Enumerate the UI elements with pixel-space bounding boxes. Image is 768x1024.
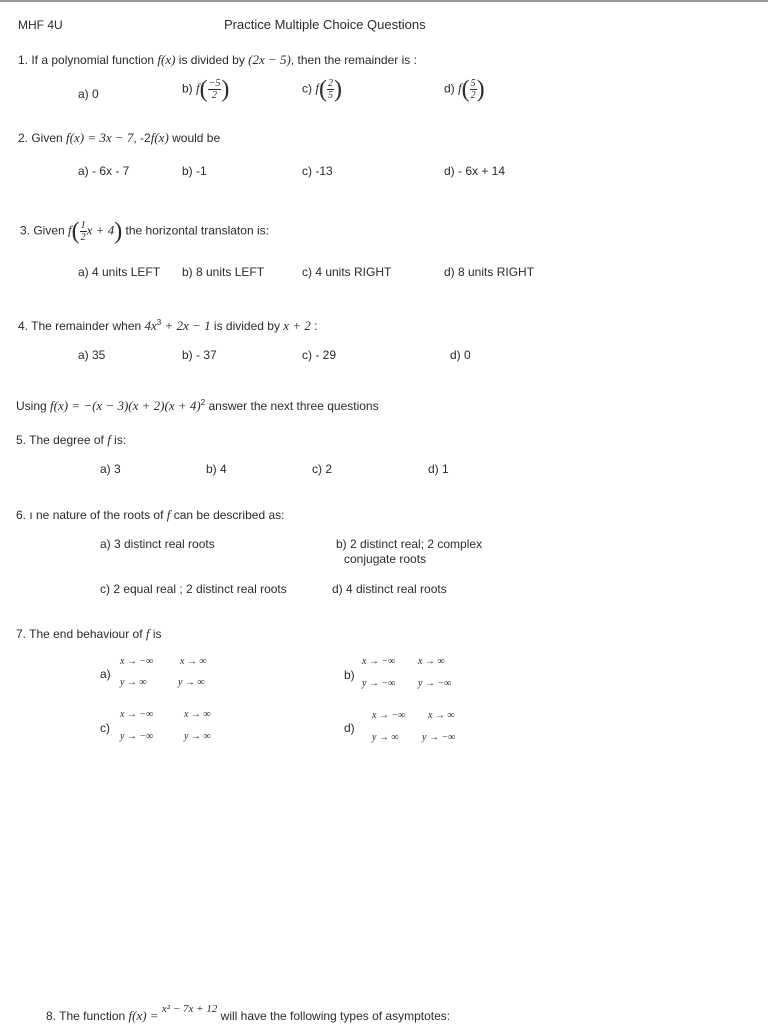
q5-option-b: b) 4 bbox=[206, 462, 227, 476]
question-5-stem: 5. The degree of f is: bbox=[16, 432, 127, 447]
q3-option-d: d) 8 units RIGHT bbox=[444, 265, 535, 279]
q7b-x-left: x → −∞ bbox=[362, 656, 396, 667]
q6-option-b: b) 2 distinct real; 2 complex conjugate roots bbox=[336, 537, 483, 566]
question-4-stem: 4. The remainder when $4x^3 + 2x - 1$ is divided by x + 2 : bbox=[18, 318, 318, 333]
fraction: $\frac{5}{2}$ bbox=[470, 78, 476, 101]
q7d-x-left: x → −∞ bbox=[372, 710, 406, 721]
q1-option-c: c) f( $\frac{2}{5}$ ) bbox=[302, 76, 342, 103]
q1-option-b: b) f( $\frac{-5}{2}$ ) bbox=[182, 76, 230, 103]
q2-option-a: a) - 6x - 7 bbox=[78, 164, 130, 178]
q7b-y-right: y → −∞ bbox=[418, 678, 452, 689]
q5-option-d: d) 1 bbox=[428, 462, 449, 476]
q7d-y-right: y → −∞ bbox=[422, 732, 456, 743]
q7b-y-left: y → −∞ bbox=[362, 678, 396, 689]
q7-option-c-label: c) bbox=[100, 721, 110, 735]
q6-option-a: a) 3 distinct real roots bbox=[100, 537, 215, 551]
q7d-x-right: x → ∞ bbox=[428, 710, 455, 721]
q3-option-b: b) 8 units LEFT bbox=[182, 265, 265, 279]
q5-option-a: a) 3 bbox=[100, 462, 121, 476]
q4-option-a: a) 35 bbox=[78, 348, 106, 362]
fraction: $\frac{1}{2}$ bbox=[80, 220, 86, 243]
q7a-x-left: x → −∞ bbox=[120, 656, 154, 667]
q4-option-b: b) - 37 bbox=[182, 348, 217, 362]
page-top-border bbox=[0, 0, 768, 2]
shared-function-instruction: Using $f(x) = -(x - 3)(x + 2)(x + 4)^2$ answer the next three questions bbox=[16, 398, 379, 413]
q7-option-b-label: b) bbox=[344, 668, 355, 682]
fraction: $\frac{-5}{2}$ bbox=[208, 78, 221, 101]
q1-option-d: d) f( $\frac{5}{2}$ ) bbox=[444, 76, 485, 103]
question-7-stem: 7. The end behaviour of f is bbox=[16, 626, 162, 641]
q4-option-c: c) - 29 bbox=[302, 348, 337, 362]
q2-option-d: d) - 6x + 14 bbox=[444, 164, 506, 178]
q3-option-c: c) 4 units RIGHT bbox=[302, 265, 392, 279]
q4-option-d: d) 0 bbox=[450, 348, 471, 362]
q6-option-c: c) 2 equal real ; 2 distinct real roots bbox=[100, 582, 287, 596]
course-code: MHF 4U bbox=[18, 18, 63, 32]
q7a-x-right: x → ∞ bbox=[180, 656, 207, 667]
question-2-stem: 2. Given f(x) = 3x − 7, -2f(x) would be bbox=[18, 130, 221, 145]
math-divisor: (2x − 5) bbox=[248, 52, 291, 67]
q7-option-a-label: a) bbox=[100, 667, 111, 681]
q7c-y-right: y → ∞ bbox=[184, 731, 211, 742]
q7c-x-left: x → −∞ bbox=[120, 709, 154, 720]
q6-option-d: d) 4 distinct real roots bbox=[332, 582, 447, 596]
q7d-y-left: y → ∞ bbox=[372, 732, 399, 743]
q7b-x-right: x → ∞ bbox=[418, 656, 445, 667]
q7c-x-right: x → ∞ bbox=[184, 709, 211, 720]
question-6-stem: 6. ı ne nature of the roots of f can be described as: bbox=[16, 507, 285, 522]
q5-option-c: c) 2 bbox=[312, 462, 333, 476]
q1-option-a: a) 0 bbox=[78, 87, 99, 101]
page-title: Practice Multiple Choice Questions bbox=[224, 17, 426, 32]
question-3-stem: 3. Given f( $\frac{1}{2}$ x + 4) the horizontal translaton is: bbox=[20, 218, 269, 245]
q7a-y-left: y → ∞ bbox=[120, 677, 147, 688]
q2-option-c: c) -13 bbox=[302, 164, 333, 178]
question-8-stem-partial: 8. The function f(x) = x² − 7x + 12 will have the following types of asymptotes: bbox=[46, 1003, 451, 1023]
math-fx: f(x) bbox=[157, 52, 176, 67]
q2-option-b: b) -1 bbox=[182, 164, 207, 178]
question-1-stem: 1. If a polynomial function f(x) is divided by (2x − 5), then the remainder is : bbox=[18, 52, 417, 67]
q7-option-d-label: d) bbox=[344, 721, 355, 735]
q7c-y-left: y → −∞ bbox=[120, 731, 154, 742]
q3-option-a: a) 4 units LEFT bbox=[78, 265, 161, 279]
q7a-y-right: y → ∞ bbox=[178, 677, 205, 688]
fraction: $\frac{2}{5}$ bbox=[327, 78, 333, 101]
